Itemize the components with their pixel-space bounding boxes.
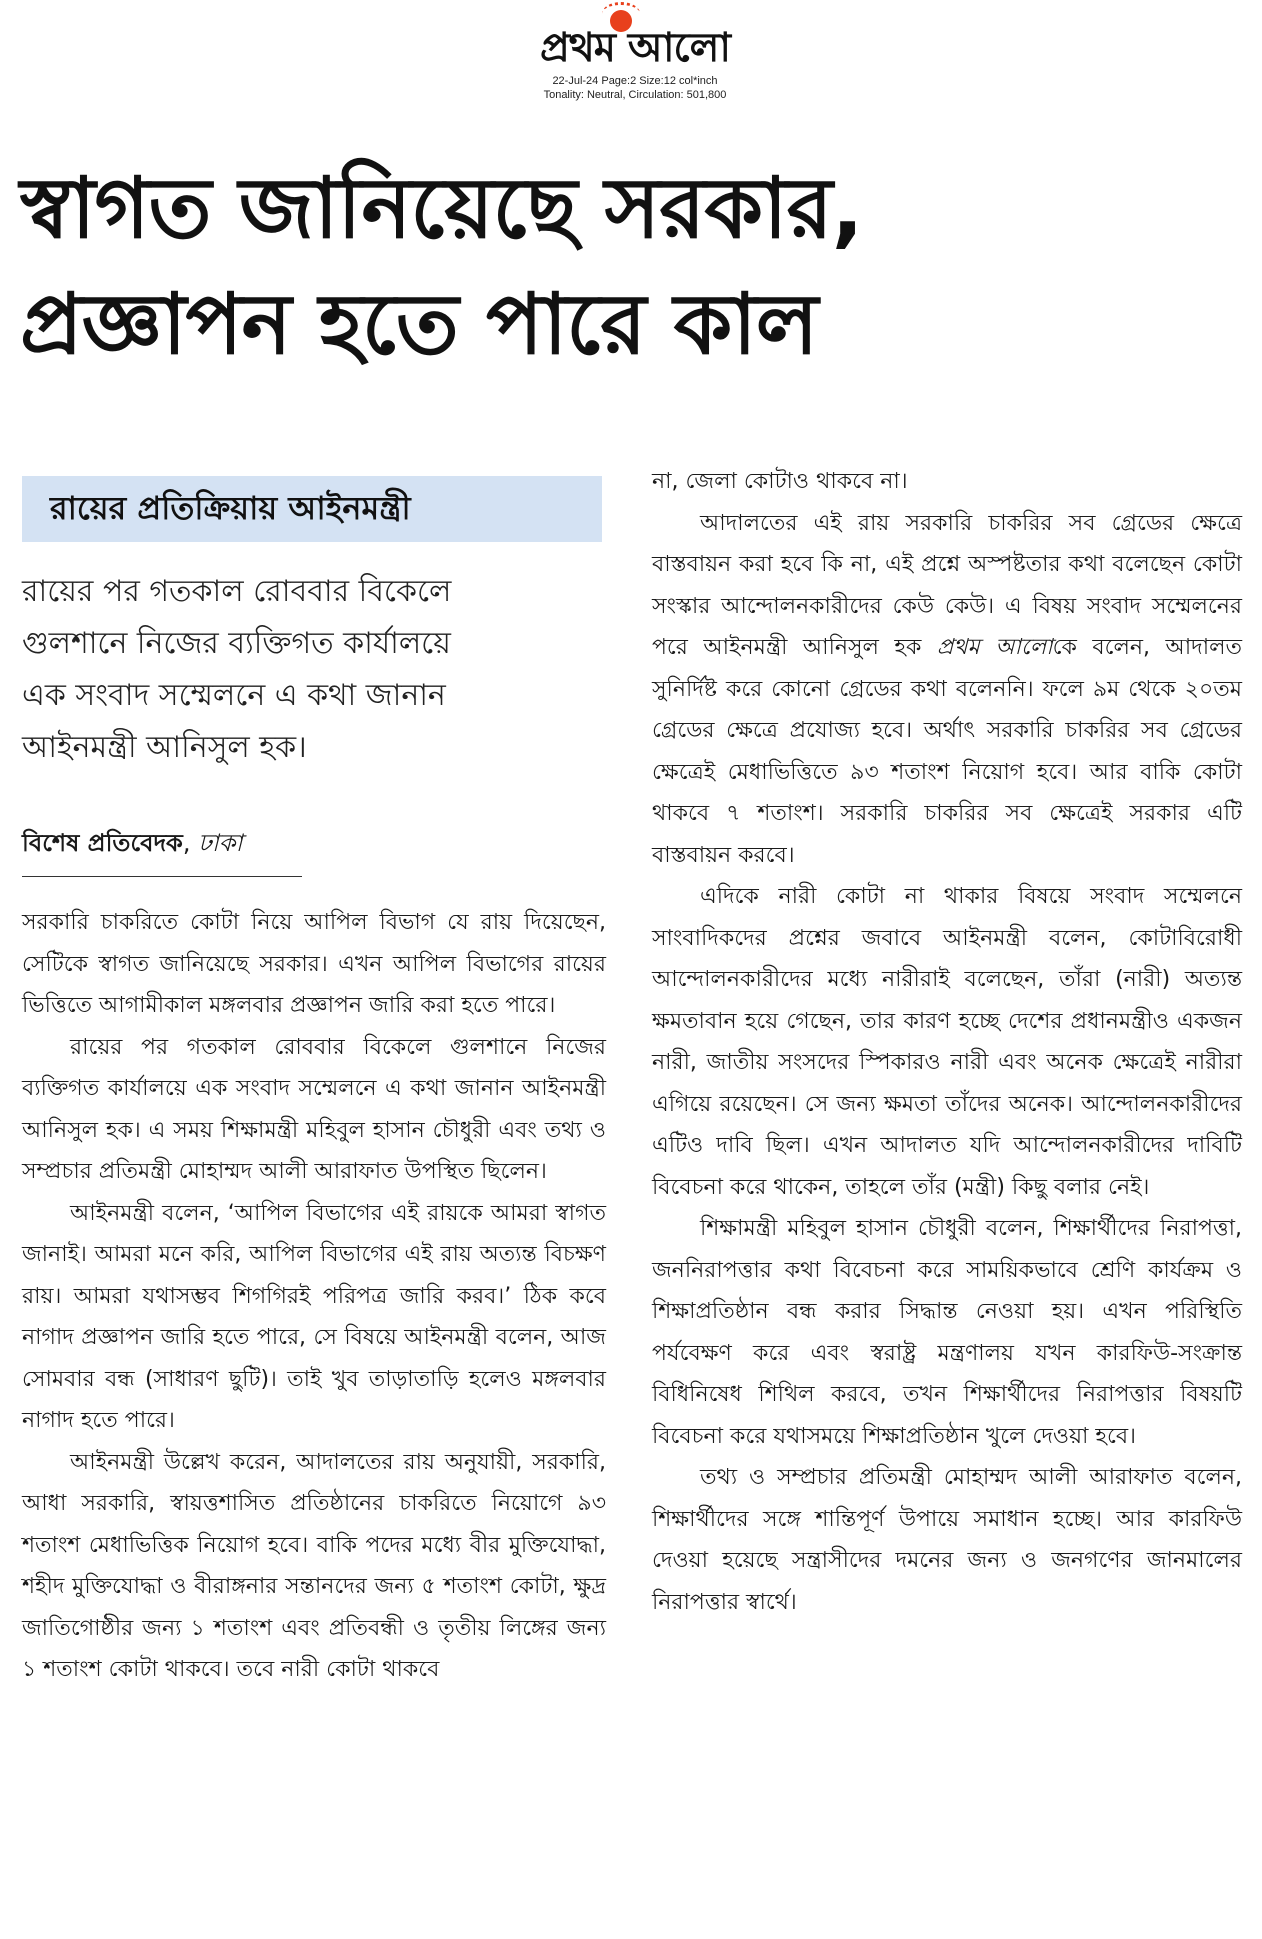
logo-text: প্রথম আলো (539, 24, 731, 71)
headline-line-2: প্রজ্ঞাপন হতে পারে কাল (20, 275, 818, 373)
paragraph-text: আদালতের এই রায় সরকারি চাকরির সব গ্রেডের ক্ষেত্রে বাস্তবায়ন করা হবে কি না, এই প্রশ্নে অস্পষ্টতার কথা বলেছেন কোটা সংস্কার আন্দোলনকারীদের কেউ কেউ। এ বিষয় সংবাদ সম্মেলনের পরে আইনমন্ত্রী আনিসুল হক (652, 510, 1242, 660)
intro-line-2: গুলশানে নিজের ব্যক্তিগত কার্যালয়ে (22, 626, 451, 661)
byline: বিশেষ প্রতিবেদক, ঢাকা (22, 829, 243, 857)
intro-line-4: আইনমন্ত্রী আনিসুল হক। (22, 730, 307, 765)
paragraph: এদিকে নারী কোটা না থাকার বিষয়ে সংবাদ সম্মেলনে সাংবাদিকদের প্রশ্নের জবাবে আইনমন্ত্রী বলেন, কোটাবিরোধী আন্দোলনকারীদের মধ্যে নারীরাই বলেছেন, তাঁরা (নারী) অত্যন্ত ক্ষমতাবান হয়ে গেছেন, তার কারণ হচ্ছে দেশের প্রধানমন্ত্রীও একজন নারী, জাতীয় সংসদের স্পিকারও নারী এবং অনেক ক্ষেত্রেই নারীরা এগিয়ে রয়েছেন। সে জন্য ক্ষমতা তাঁদের অনেক। আন্দোলনকারীদের এটিও দাবি ছিল। এখন আদালত যদি আন্দোলনকারীদের দাবিটি বিবেচনা করে থাকেন, তাহলে তাঁর (মন্ত্রী) কিছু বলার নেই। (652, 884, 1242, 1200)
paragraph: রায়ের পর গতকাল রোববার বিকেলে গুলশানে নিজের ব্যক্তিগত কার্যালয়ে এক সংবাদ সম্মেলনে এ কথা জানান আইনমন্ত্রী আনিসুল হক। এ সময় শিক্ষামন্ত্রী মহিবুল হাসান চৌধুরী এবং তথ্য ও সম্প্রচার প্রতিমন্ত্রী মোহাম্মদ আলী আরাফাত উপস্থিত ছিলেন। (22, 1034, 606, 1184)
clipping-meta-tonality: Tonality: Neutral, Circulation: 501,800 (543, 89, 727, 101)
newspaper-logo (490, 10, 780, 70)
byline-author: বিশেষ প্রতিবেদক (22, 829, 183, 857)
headline-line-1: স্বাগত জানিয়েছে সরকার, (20, 159, 863, 257)
byline-divider (22, 876, 302, 877)
paragraph: আইনমন্ত্রী উল্লেখ করেন, আদালতের রায় অনুযায়ী, সরকারি, আধা সরকারি, স্বায়ত্তশাসিত প্রতিষ্ঠানের চাকরিতে নিয়োগে ৯৩ শতাংশ মেধাভিত্তিক নিয়োগ হবে। বাকি পদের মধ্যে বীর মুক্তিযোদ্ধা, শহীদ মুক্তিযোদ্ধা ও বীরাঙ্গনার সন্তানদের জন্য ৫ শতাংশ কোটা, ক্ষুদ্র জাতিগোষ্ঠীর জন্য ১ শতাংশ এবং প্রতিবন্ধী ও তৃতীয় লিঙ্গের জন্য ১ শতাংশ কোটা থাকবে। তবে নারী কোটা থাকবে (22, 1449, 606, 1682)
article-column-right (652, 461, 1242, 1623)
masthead (0, 0, 1262, 112)
paragraph (652, 503, 1242, 877)
kicker-title: রায়ের প্রতিক্রিয়ায় আইনমন্ত্রী (50, 489, 411, 527)
paragraph: তথ্য ও সম্প্রচার প্রতিমন্ত্রী মোহাম্মদ আলী আরাফাত বলেন, শিক্ষার্থীদের সঙ্গে শান্তিপূর্ণ উপায়ে সমাধান হচ্ছে। আর কারফিউ দেওয়া হয়েছে সন্ত্রাসীদের দমনের জন্য ও জনগণের জানমালের নিরাপত্তার স্বার্থে। (652, 1465, 1242, 1615)
paragraph: সরকারি চাকরিতে কোটা নিয়ে আপিল বিভাগ যে রায় দিয়েছেন, সেটিকে স্বাগত জানিয়েছে সরকার। এখন আপিল বিভাগের রায়ের ভিত্তিতে আগামীকাল মঙ্গলবার প্রজ্ঞাপন জারি করা হতে পারে। (22, 910, 606, 1018)
paragraph-text: কে বলেন, আদালত সুনির্দিষ্ট করে কোনো গ্রেডের কথা বলেননি। ফলে ৯ম থেকে ২০তম গ্রেডের ক্ষেত্রে প্রযোজ্য হবে। অর্থাৎ সরকারি চাকরির সব গ্রেডের ক্ষেত্রেই মেধাভিত্তিতে ৯৩ শতাংশ নিয়োগ হবে। আর বাকি কোটা থাকবে ৭ শতাংশ। সরকারি চাকরির সব ক্ষেত্রেই সরকার এটি বাস্তবায়ন করবে। (652, 635, 1242, 868)
intro-summary (22, 566, 602, 774)
kicker-box (22, 476, 602, 542)
clipping-meta-date: 22-Jul-24 Page:2 Size:12 col*inch (552, 75, 718, 87)
paragraph: আইনমন্ত্রী বলেন, ‘আপিল বিভাগের এই রায়কে আমরা স্বাগত জানাই। আমরা মনে করি, আপিল বিভাগের এই রায় অত্যন্ত বিচক্ষণ রায়। আমরা যথাসম্ভব শিগগিরই পরিপত্র জারি করব।’ ঠিক কবে নাগাদ প্রজ্ঞাপন জারি হতে পারে, সে বিষয়ে আইনমন্ত্রী বলেন, আজ সোমবার বন্ধ (সাধারণ ছুটি)। তাই খুব তাড়াতাড়ি হলেও মঙ্গলবার নাগাদ হতে পারে। (22, 1200, 606, 1433)
byline-location: ঢাকা (198, 829, 243, 857)
intro-line-1: রায়ের পর গতকাল রোববার বিকেলে (22, 574, 452, 609)
paragraph: শিক্ষামন্ত্রী মহিবুল হাসান চৌধুরী বলেন, শিক্ষার্থীদের নিরাপত্তা, জননিরাপত্তার কথা বিবেচনা করে সাময়িকভাবে শ্রেণি কার্যক্রম ও শিক্ষাপ্রতিষ্ঠান বন্ধ করার সিদ্ধান্ত নেওয়া হয়। এখন পরিস্থিতি পর্যবেক্ষণ করে এবং স্বরাষ্ট্র মন্ত্রণালয় যখন কারফিউ-সংক্রান্ত বিধিনিষেধ শিথিল করবে, তখন শিক্ষার্থীদের নিরাপত্তার বিষয়টি বিবেচনা করে যথাসময়ে শিক্ষাপ্রতিষ্ঠান খুলে দেওয়া হবে। (652, 1216, 1242, 1449)
intro-line-3: এক সংবাদ সম্মেলনে এ কথা জানান (22, 678, 446, 713)
paragraph: না, জেলা কোটাও থাকবে না। (652, 469, 908, 494)
headline (20, 150, 1240, 382)
newspaper-name-italic: প্রথম আলো (936, 635, 1053, 660)
article-column-left (22, 902, 606, 1691)
